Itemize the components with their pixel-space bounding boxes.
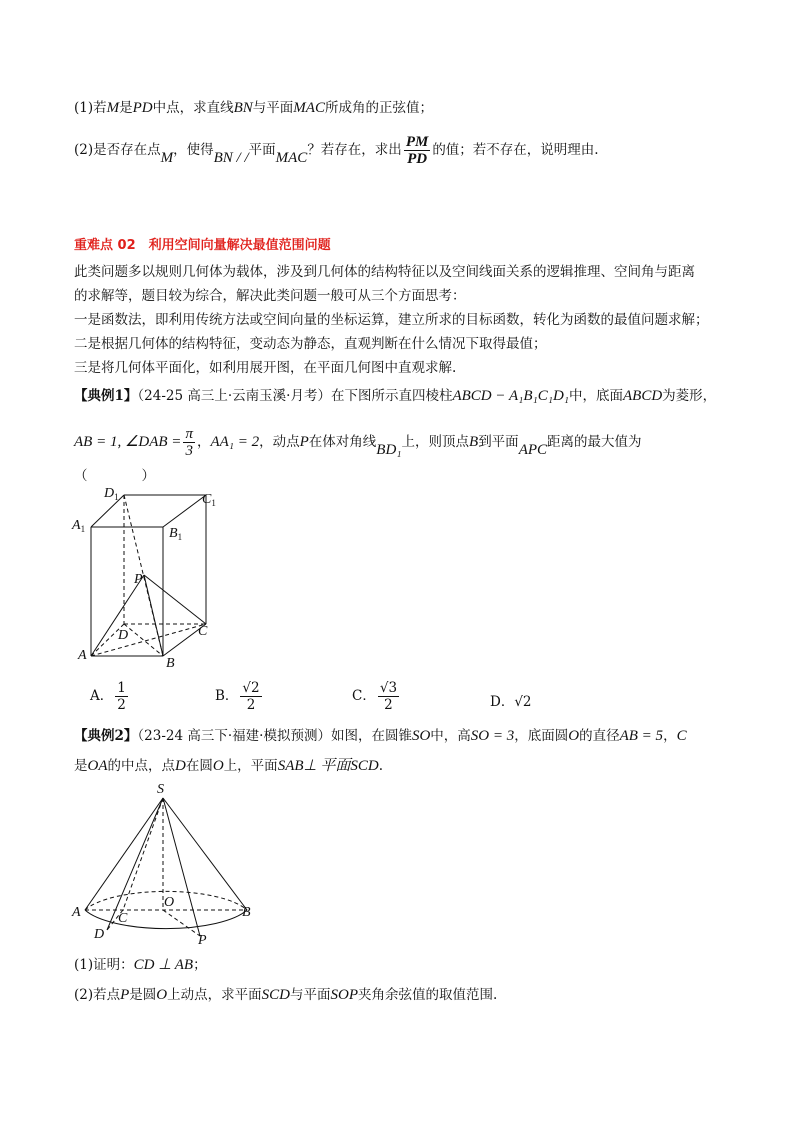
text: 为菱形， (662, 388, 717, 404)
option-c[interactable] (352, 680, 401, 713)
fraction-pm-pd (404, 134, 431, 167)
math: BN / / (213, 150, 249, 166)
question-2 (74, 134, 599, 167)
example-1-line-2 (74, 426, 642, 459)
text: ； (193, 957, 207, 973)
example-1-line-1 (74, 386, 716, 406)
math: SO = 3 (470, 728, 515, 744)
label-d: D (118, 628, 129, 643)
example-2-question-1 (74, 955, 207, 975)
math: PD (132, 100, 153, 116)
text: （23-24 高三下·福建·模拟预测）如图，在圆锥 (137, 728, 412, 744)
math: P (299, 434, 309, 450)
fraction-denominator: 2 (117, 697, 126, 713)
math: M (106, 100, 120, 116)
math: SCD (350, 758, 379, 774)
math: M (160, 150, 174, 166)
math: O (568, 728, 580, 744)
label-b: B (166, 656, 175, 670)
fraction-numerator: √3 (379, 680, 398, 696)
fraction-numerator: √2 (242, 680, 260, 696)
math: CD ⊥ AB (133, 957, 194, 973)
option-fraction (240, 680, 261, 713)
text: 是圆 (129, 987, 157, 1003)
text: 与平面 (289, 987, 331, 1003)
answer-blank: （ ） (74, 468, 155, 484)
label-c1: $C_1$ (202, 492, 216, 508)
text: ？若存在，求出 (307, 142, 402, 158)
math: BD₁ (376, 442, 402, 458)
text: 中，底面 (569, 388, 623, 404)
math: ABCD − A₁B₁C₁D₁ (452, 388, 569, 404)
label-b1: $B_1$ (169, 526, 183, 542)
text: 中，高 (430, 728, 471, 744)
option-letter: D． (490, 694, 515, 710)
example-2-question-2 (74, 985, 497, 1005)
text: 夹角余弦值的取值范围. (357, 987, 498, 1003)
text: . (378, 758, 383, 774)
text: 所成角的正弦值； (324, 100, 433, 116)
math: SOP (330, 987, 358, 1003)
math: SO (411, 728, 431, 744)
section-line-1: 此类问题多以规则几何体为载体，涉及到几何体的结构特征以及空间线面关系的逻辑推理、空间角与距离 (74, 264, 695, 280)
section-line-2: 的求解等，题目较为综合，解决此类问题一般可从三个方面思考： (74, 288, 466, 304)
option-letter: A． (90, 688, 114, 704)
text: 上，平面 (223, 758, 278, 774)
option-fraction (115, 680, 128, 713)
text: 的值；若不存在，说明理由. (432, 142, 599, 158)
text: 到平面 (478, 434, 519, 450)
math: MAC (293, 100, 325, 116)
prism-figure (70, 485, 230, 670)
section-line-4: 二是根据几何体的结构特征，变动态为静态，直观判断在什么情况下取得最值； (74, 336, 547, 352)
text: 距离的最大值为 (547, 434, 642, 450)
option-a[interactable] (90, 680, 130, 713)
fraction-pi-3 (183, 426, 195, 459)
label-o: O (164, 895, 175, 910)
math: AA₁ = 2 (210, 434, 260, 450)
option-letter: C． (352, 688, 376, 704)
section-line-5: 三是将几何体平面化，如利用展开图，在平面几何图中直观求解. (74, 360, 457, 376)
math: AB = 5 (619, 728, 664, 744)
label-p: P (198, 933, 207, 945)
math: BN (233, 100, 253, 116)
math: O (212, 758, 224, 774)
text: ，底面圆 (514, 728, 569, 744)
option-letter: B． (215, 688, 239, 704)
text: ，使得 (173, 142, 214, 158)
question-1 (74, 98, 433, 118)
section-line-3: 一是函数法，即利用传统方法或空间向量的坐标运算，建立所求的目标函数，转化为函数的最值问题求解； (74, 312, 709, 328)
example-label: 【典例1】 (74, 388, 138, 404)
text: 是 (119, 100, 133, 116)
example-2-line-2 (74, 756, 383, 776)
math: O (156, 987, 168, 1003)
example-2-line-1 (74, 726, 687, 746)
math: B (469, 434, 479, 450)
example-label: 【典例2】 (74, 728, 138, 744)
text: （24-25 高三上·云南玉溪·月考）在下图所示直四棱柱 (137, 388, 453, 404)
text: (2)是否存在点 (74, 142, 161, 158)
label-a1: $A_1$ (72, 518, 86, 534)
text: 在体对角线 (308, 434, 377, 450)
math: C (676, 728, 687, 744)
math: AB = 1, ∠DAB = (74, 434, 182, 450)
label-c: C (118, 911, 128, 926)
text: (1)证明： (74, 957, 134, 973)
math: ⊥ 平面 (303, 758, 351, 774)
fraction-numerator: π (185, 426, 193, 442)
fraction-denominator: 3 (185, 443, 193, 459)
text: (1)若 (74, 100, 107, 116)
fraction-denominator: PD (407, 151, 428, 167)
section-title: 重难点 02 利用空间向量解决最值范围问题 (74, 238, 331, 253)
text: 上动点，求平面 (167, 987, 262, 1003)
text: 在圆 (185, 758, 213, 774)
label-s: S (157, 782, 164, 797)
label-c: C (198, 624, 208, 639)
text: 的直径 (579, 728, 620, 744)
option-b[interactable] (215, 680, 264, 713)
fraction-denominator: 2 (384, 697, 393, 713)
label-d: D (94, 927, 105, 942)
math: APC (518, 442, 548, 458)
math: SAB (277, 758, 304, 774)
text: 是 (74, 758, 88, 774)
text: 上，则顶点 (401, 434, 470, 450)
label-b: B (242, 905, 251, 920)
math: D (175, 758, 186, 774)
text: ， (196, 434, 211, 450)
text: 平面 (248, 142, 276, 158)
fraction-numerator: 1 (117, 680, 126, 696)
text: ， (663, 728, 677, 744)
fraction-denominator: 2 (246, 697, 256, 713)
option-d[interactable] (490, 690, 532, 710)
option-fraction (378, 680, 399, 713)
text: (2)若点 (74, 987, 121, 1003)
cone-figure (70, 780, 270, 945)
math: P (120, 987, 130, 1003)
math: ABCD (623, 388, 663, 404)
math: SCD (261, 987, 290, 1003)
text: 的中点，点 (107, 758, 175, 774)
math: OA (87, 758, 108, 774)
label-p: P (134, 572, 143, 587)
text: 中点，求直线 (152, 100, 234, 116)
fraction-numerator: PM (405, 134, 429, 150)
text: 与平面 (252, 100, 294, 116)
text: ，动点 (259, 434, 300, 450)
label-d1: $D_1$ (104, 486, 119, 502)
option-value: √2 (514, 694, 532, 710)
math: MAC (275, 150, 308, 166)
label-a: A (78, 648, 87, 663)
label-a: A (72, 905, 81, 920)
